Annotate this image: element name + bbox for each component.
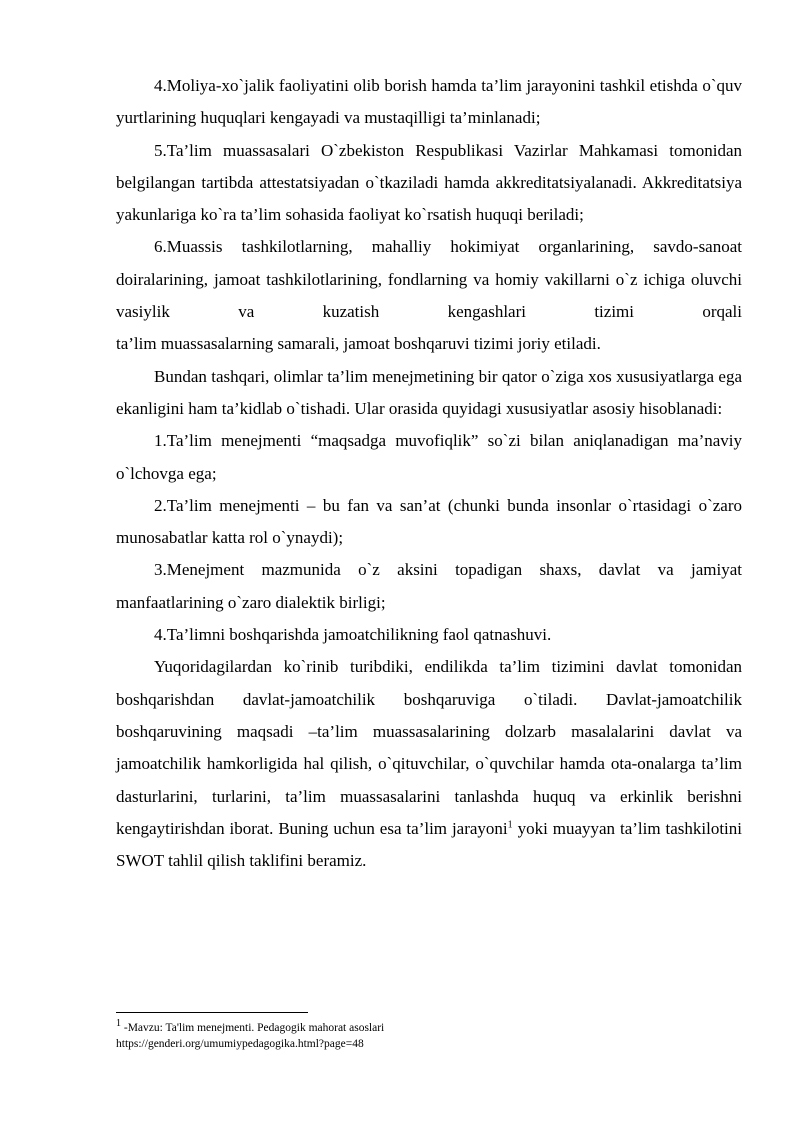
paragraph: 3.Menejment mazmunida o`z aksini topadigan shaxs, davlat va jamiyat manfaatlarining o`zaro dialektik birligi; bbox=[116, 560, 742, 612]
footnote-line-1 bbox=[116, 1020, 756, 1036]
document-body bbox=[116, 70, 742, 877]
paragraph: ta’lim muassasalarning samarali, jamoat boshqaruvi tizimi joriy etiladi. bbox=[116, 334, 601, 354]
footnote-url[interactable]: https://genderi.org/umumiypedagogika.html?page=48 bbox=[116, 1038, 364, 1050]
paragraph: 5.Ta’lim muassasalari O`zbekiston Respublikasi Vazirlar Mahkamasi tomonidan belgilangan tartibda attestatsiyadan o`tkaziladi hamda akkreditatsiyalanadi. Akkreditatsiya yakunlariga ko`ra ta’lim sohasida faoliyat ko`rsatish huquqi beriladi; bbox=[116, 140, 742, 225]
footnote-reference[interactable]: 1 bbox=[507, 819, 513, 831]
footnote-separator bbox=[116, 1012, 308, 1013]
paragraph: 1.Ta’lim menejmenti “maqsadga muvofiqlik” so`zi bilan aniqlanadigan ma’naviy o`lchovga ega; bbox=[116, 431, 742, 483]
paragraph: 4.Ta’limni boshqarishda jamoatchilikning faol qatnashuvi. bbox=[154, 625, 552, 645]
footnote bbox=[116, 1020, 756, 1052]
footnote-marker: 1 bbox=[116, 1018, 121, 1030]
paragraph: 2.Ta’lim menejmenti – bu fan va san’at (chunki bunda insonlar o`rtasidagi o`zaro munosabatlar katta rol o`ynaydi); bbox=[116, 495, 742, 548]
paragraph: 4.Moliya-xo`jalik faoliyatini olib borish hamda ta’lim jarayonini tashkil etishda o`quv yurtlarining huquqlari kengayadi va mustaqilligi ta’minlanadi; bbox=[116, 76, 742, 128]
paragraph-final-text: Yuqoridagilardan ko`rinib turibdiki, endilikda ta’lim tizimini davlat tomonidan boshqarishdan davlat-jamoatchilik boshqaruviga o`tiladi. Davlat-jamoatchilik boshqaruvining maqsadi –ta’lim muassasalarining dolzarb masalalarini davlat va jamoatchilik hamkorligida hal qilish, o`qituvchilar, o`quvchilar hamda ota-onalarga ta’lim dasturlarini, turlarini, ta’lim muassasalarini tanlashda huquq va erkinlik berishni kengaytirishdan iborat. Buning uchun esa ta’lim jarayoni bbox=[116, 657, 742, 838]
paragraph-final bbox=[116, 651, 742, 877]
footnote-title: -Mavzu: Ta'lim menejmenti. Pedagogik mahorat asoslari bbox=[121, 1022, 385, 1034]
paragraph: Bundan tashqari, olimlar ta’lim menejmetining bir qator o`ziga xos xususiyatlarga ega ekanligini ham ta’kidlab o`tishadi. Ular orasida quyidagi xususiyatlar asosiy hisoblanadi: bbox=[116, 366, 742, 418]
paragraph-final-tail: yoki muayyan ta’lim tashkilotini SWOT tahlil qilish taklifini beramiz. bbox=[116, 818, 742, 871]
paragraph: 6.Muassis tashkilotlarning, mahalliy hokimiyat organlarining, savdo-sanoat doiralarining, jamoat tashkilotlarining, fondlarning va homiy vakillarni o`z ichiga oluvchi vasiylik va kuzatish kengashlari tizimi orqali bbox=[116, 237, 742, 322]
